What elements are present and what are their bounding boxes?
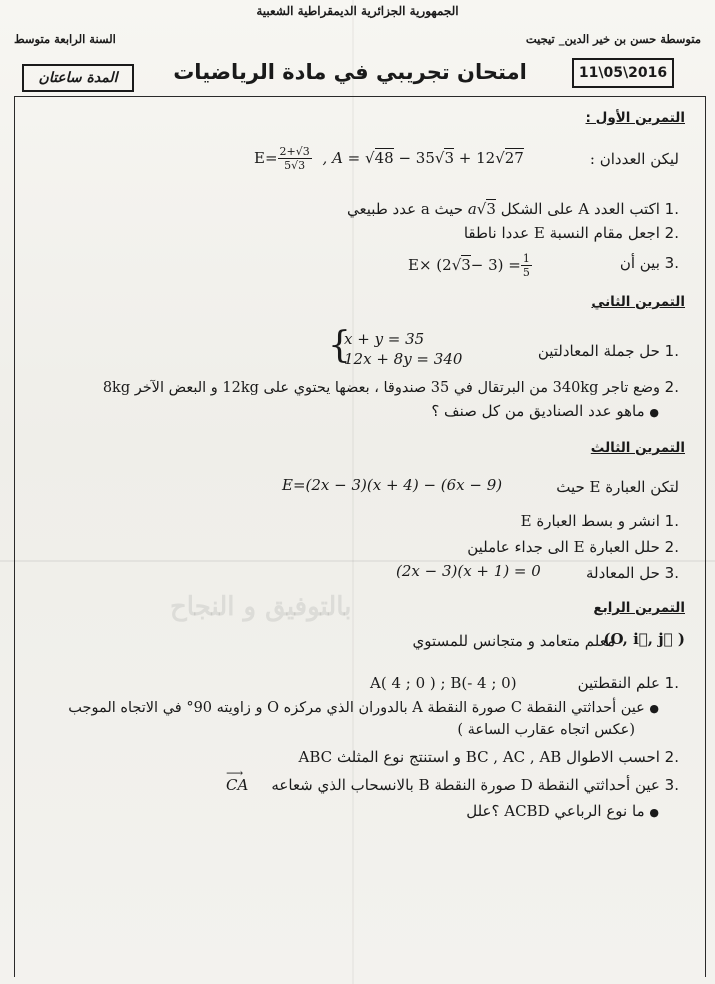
ex3-q3-expression: (2x − 3)(x + 1) = 0 — [396, 562, 541, 580]
ex4-q1-bullet-cont: (عكس اتجاه عقارب الساعة ) — [457, 722, 635, 738]
ex1-q3-num: .3 — [664, 254, 679, 272]
form-radicand: 3 — [486, 200, 496, 218]
ex2-q2 — [103, 378, 679, 396]
q3-frac-den: 5 — [522, 266, 530, 279]
ex4-q1-bullet — [68, 700, 659, 716]
q3-frac-num: 1 — [522, 252, 530, 265]
ex4-q3-text: عين أحداثتي النقطة D صورة النقطة B بالانسحاب الذي شعاعه — [271, 776, 660, 794]
ex1-q1 — [347, 200, 679, 218]
watermark-text: بالتوفيق و النجاح — [170, 592, 352, 622]
a-prefix: , A = — [322, 148, 366, 167]
q3-post: − 3) = — [470, 255, 521, 274]
ex3-q1-num: .1 — [664, 512, 679, 530]
e-fraction — [278, 145, 312, 172]
equation-1: x + y = 35 — [344, 330, 425, 348]
a-expression: , A = √48 − 35√3 + 12√27 — [322, 148, 524, 167]
ex1-heading: التمرين الأول : — [585, 110, 685, 126]
ex1-q1-text: اكتب العدد A على الشكل — [500, 200, 660, 218]
ex1-q3-text: بين أن — [619, 254, 660, 272]
q3-fraction — [521, 252, 532, 279]
republic-header: الجمهورية الجزائرية الديمقراطية الشعبية — [256, 4, 459, 18]
ex3-q1-text: انشر و بسط العبارة E — [520, 512, 660, 530]
ex1-q1-tail: حيث a عدد طبيعي — [347, 200, 464, 218]
ex4-q2 — [299, 748, 679, 766]
ex4-q1-num: .1 — [664, 674, 679, 692]
ex2-q1-text: حل جملة المعادلتين — [537, 342, 660, 360]
equation-2: 12x + 8y = 340 — [344, 350, 463, 368]
exam-duration: المدة ساعتان — [22, 64, 134, 92]
ex4-points: A( 4 ; 0 ) ; B(- 4 ; 0) — [370, 674, 517, 692]
a-radicand-1: 48 — [374, 148, 394, 167]
ex2-q1-num: .1 — [664, 342, 679, 360]
ex1-q2-num: .2 — [664, 224, 679, 242]
ex1-q2-text: اجعل مقام النسبة E عددا ناطقا — [463, 224, 660, 242]
a-radicand-2: 3 — [444, 148, 454, 167]
ex4-q1 — [578, 674, 679, 692]
ex3-q2-text: حلل العبارة E الى جداء عاملين — [467, 538, 660, 556]
bullet-icon: ● — [649, 702, 659, 715]
ex3-q3-num: .3 — [664, 564, 679, 582]
ex1-intro: ليكن العددان : — [589, 150, 679, 168]
e-numerator: 2+√3 — [279, 145, 310, 158]
bullet-icon: ● — [649, 806, 659, 819]
exam-date: 11\05\2016 — [572, 58, 674, 88]
e-denominator: 5√3 — [284, 159, 306, 172]
ex4-q3-vector — [226, 766, 249, 794]
q3-radicand: 3 — [461, 255, 471, 274]
ex1-q3 — [620, 254, 679, 272]
ex4-q2-text: احسب الاطوال BC , AC , AB و استنتج نوع المثلث ABC — [298, 748, 660, 766]
ex4-q3-num: .3 — [664, 776, 679, 794]
ex4-intro: معلم متعامد و متجانس للمستوي — [412, 632, 615, 650]
ex1-definitions — [254, 145, 524, 172]
ex2-q2-bullet-text: ماهو عدد الصناديق من كل صنف ؟ — [431, 402, 645, 420]
ex4-q3-bullet — [466, 802, 659, 820]
ex4-frame: (O, i⃗, j⃗ ) — [603, 630, 685, 648]
a-radicand-3: 27 — [504, 148, 524, 167]
system-brace: { — [328, 325, 351, 366]
ex2-heading: التمرين الثاني — [591, 294, 685, 310]
ex4-q2-num: .2 — [664, 748, 679, 766]
ex4-q3-bullet-text: ما نوع الرباعي ACBD ؟علل — [466, 802, 645, 820]
ex2-q2-bullet — [431, 402, 659, 420]
ex4-q1-bullet-text: عين أحداثتي النقطة C صورة النقطة A بالدوران الذي مركزه O و زاويته 90° في الاتجاه الموجب — [68, 700, 645, 716]
school-name: متوسطة حسن بن خير الدين_ تيجيت — [525, 32, 701, 46]
form-a: a — [467, 200, 477, 218]
ex3-q3-text: حل المعادلة — [585, 564, 660, 582]
ex1-q3-expression: E× (2√3− 3) = $\frac{1}{5}$ — [408, 252, 530, 279]
ex3-q3 — [586, 564, 679, 582]
ex4-q3 — [271, 776, 679, 794]
vector-arrow-icon: ⟶ — [226, 766, 244, 780]
ex4-q1-text: علم النقطتين — [577, 674, 660, 692]
a-mid-1: − 35 — [393, 148, 435, 167]
bullet-icon: ● — [649, 406, 659, 419]
ex3-heading: التمرين الثالث — [590, 440, 685, 456]
ex3-q2 — [467, 538, 679, 556]
e-label: E= — [254, 148, 278, 167]
a-mid-2: + 12 — [454, 148, 496, 167]
ex2-q1 — [538, 342, 679, 360]
vector-label: CA — [226, 776, 249, 794]
ex3-q1 — [521, 512, 679, 530]
q3-pre: E× (2 — [408, 255, 452, 274]
ex3-q2-num: .2 — [664, 538, 679, 556]
school-level: السنة الرابعة متوسط — [14, 32, 116, 46]
ex3-intro: لتكن العبارة E حيث — [556, 478, 679, 496]
exam-title: امتحان تجريبي في مادة الرياضيات — [173, 60, 527, 84]
ex1-q1-form: a√3 — [467, 200, 496, 218]
ex2-q2-num: .2 — [664, 378, 679, 396]
ex3-expression: E=(2x − 3)(x + 4) − (6x − 9) — [282, 476, 503, 494]
ex1-q1-num: .1 — [664, 200, 679, 218]
ex4-heading: التمرين الرابع — [593, 600, 685, 616]
ex1-q2 — [464, 224, 679, 242]
ex2-q2-text: وضع تاجر 340kg من البرتقال في 35 صندوقا ، بعضها يحتوي على 12kg و البعض الآخر 8kg — [102, 380, 661, 396]
